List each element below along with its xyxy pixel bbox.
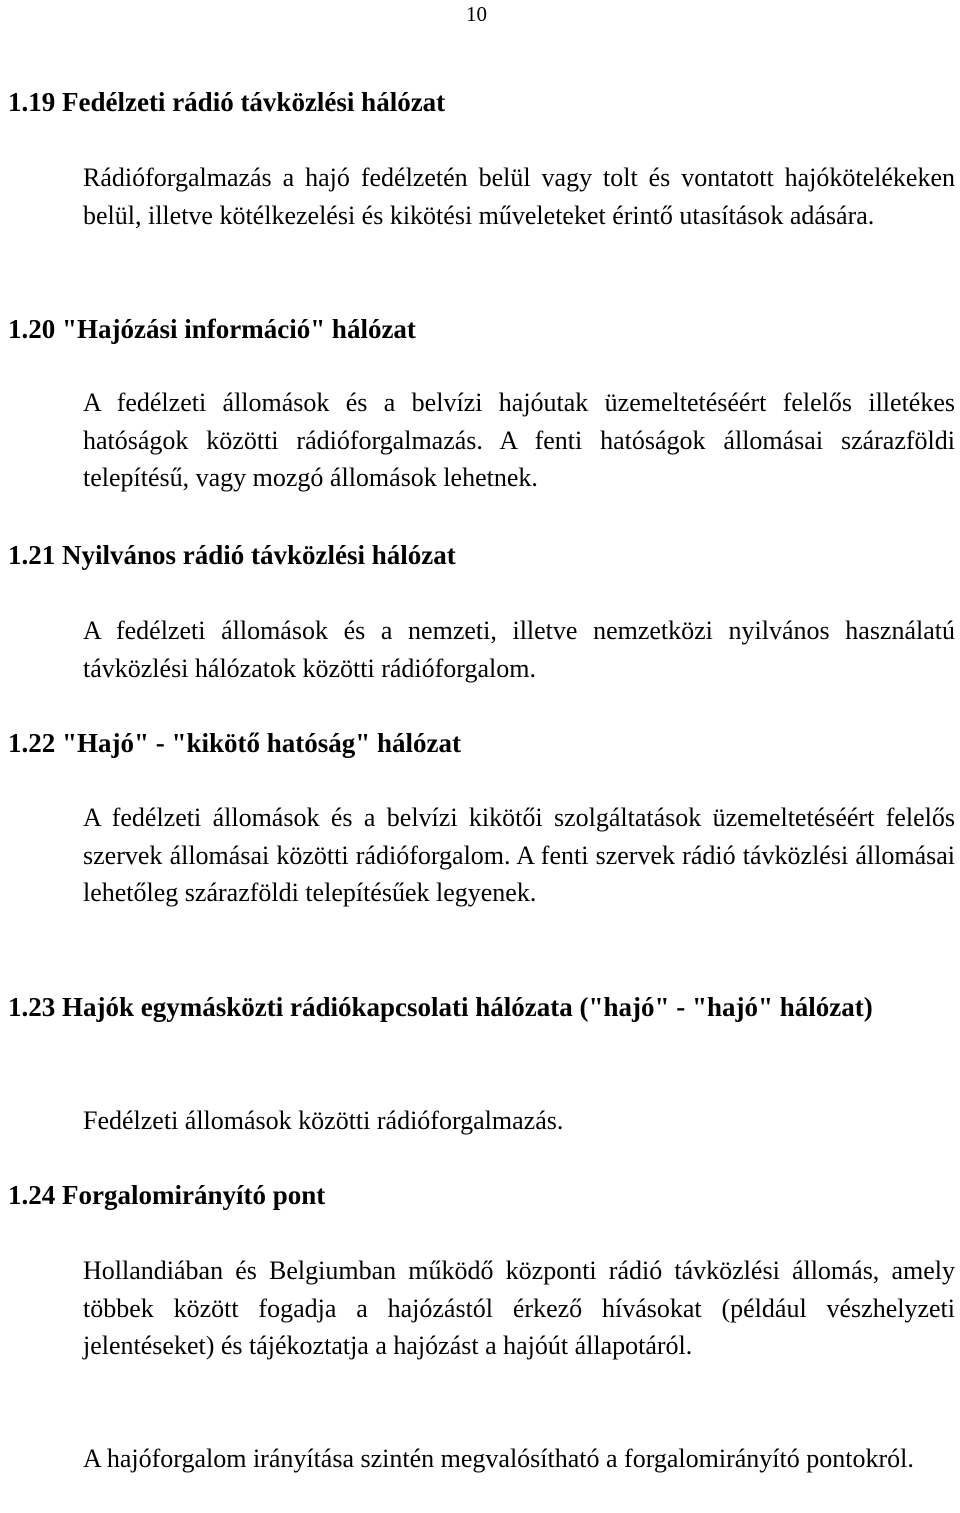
section-paragraph-1-22: A fedélzeti állomások és a belvízi kikötői szolgáltatások üzemeltetéséért felelős szervek állomásai közötti rádióforgalom. A fenti szervek rádió távközlési állomásai lehetőleg szárazföldi telepítésűek legyenek. (83, 803, 955, 907)
section-heading-1-19: 1.19 Fedélzeti rádió távközlési hálózat (8, 87, 446, 117)
section-paragraph-1-24-b: A hajóforgalom irányítása szintén megvalósítható a forgalomirányító pontokról. (83, 1444, 914, 1473)
section-heading-1-22: 1.22 "Hajó" - "kikötő hatóság" hálózat (8, 728, 461, 758)
section-paragraph-1-24-a: Hollandiában és Belgiumban működő központi rádió távközlési állomás, amely többek között fogadja a hajózástól érkező hívásokat (például vészhelyzeti jelentéseket) és tájékoztatja a hajózást a hajóút állapotáról. (83, 1256, 955, 1360)
section-paragraph-1-19: Rádióforgalmazás a hajó fedélzetén belül vagy tolt és vontatott hajókötelékeken belül, illetve kötélkezelési és kikötési műveleteket érintő utasítások adására. (83, 163, 955, 230)
section-heading-1-23: 1.23 Hajók egymásközti rádiókapcsolati hálózata ("hajó" - "hajó" hálózat) (8, 992, 873, 1022)
section-heading-1-20: 1.20 "Hajózási információ" hálózat (8, 314, 416, 344)
section-heading-1-21: 1.21 Nyilvános rádió távközlési hálózat (8, 540, 456, 570)
section-paragraph-1-20: A fedélzeti állomások és a belvízi hajóutak üzemeltetéséért felelős illetékes hatóságok közötti rádióforgalmazás. A fenti hatóságok állomásai szárazföldi telepítésű, vagy mozgó állomások lehetnek. (83, 388, 955, 492)
section-paragraph-1-23: Fedélzeti állomások közötti rádióforgalmazás. (83, 1106, 564, 1135)
section-paragraph-1-21: A fedélzeti állomások és a nemzeti, illetve nemzetközi nyilvános használatú távközlési hálózatok közötti rádióforgalom. (83, 616, 955, 683)
page-number: 10 (466, 2, 487, 26)
section-heading-1-24: 1.24 Forgalomirányító pont (8, 1180, 326, 1210)
